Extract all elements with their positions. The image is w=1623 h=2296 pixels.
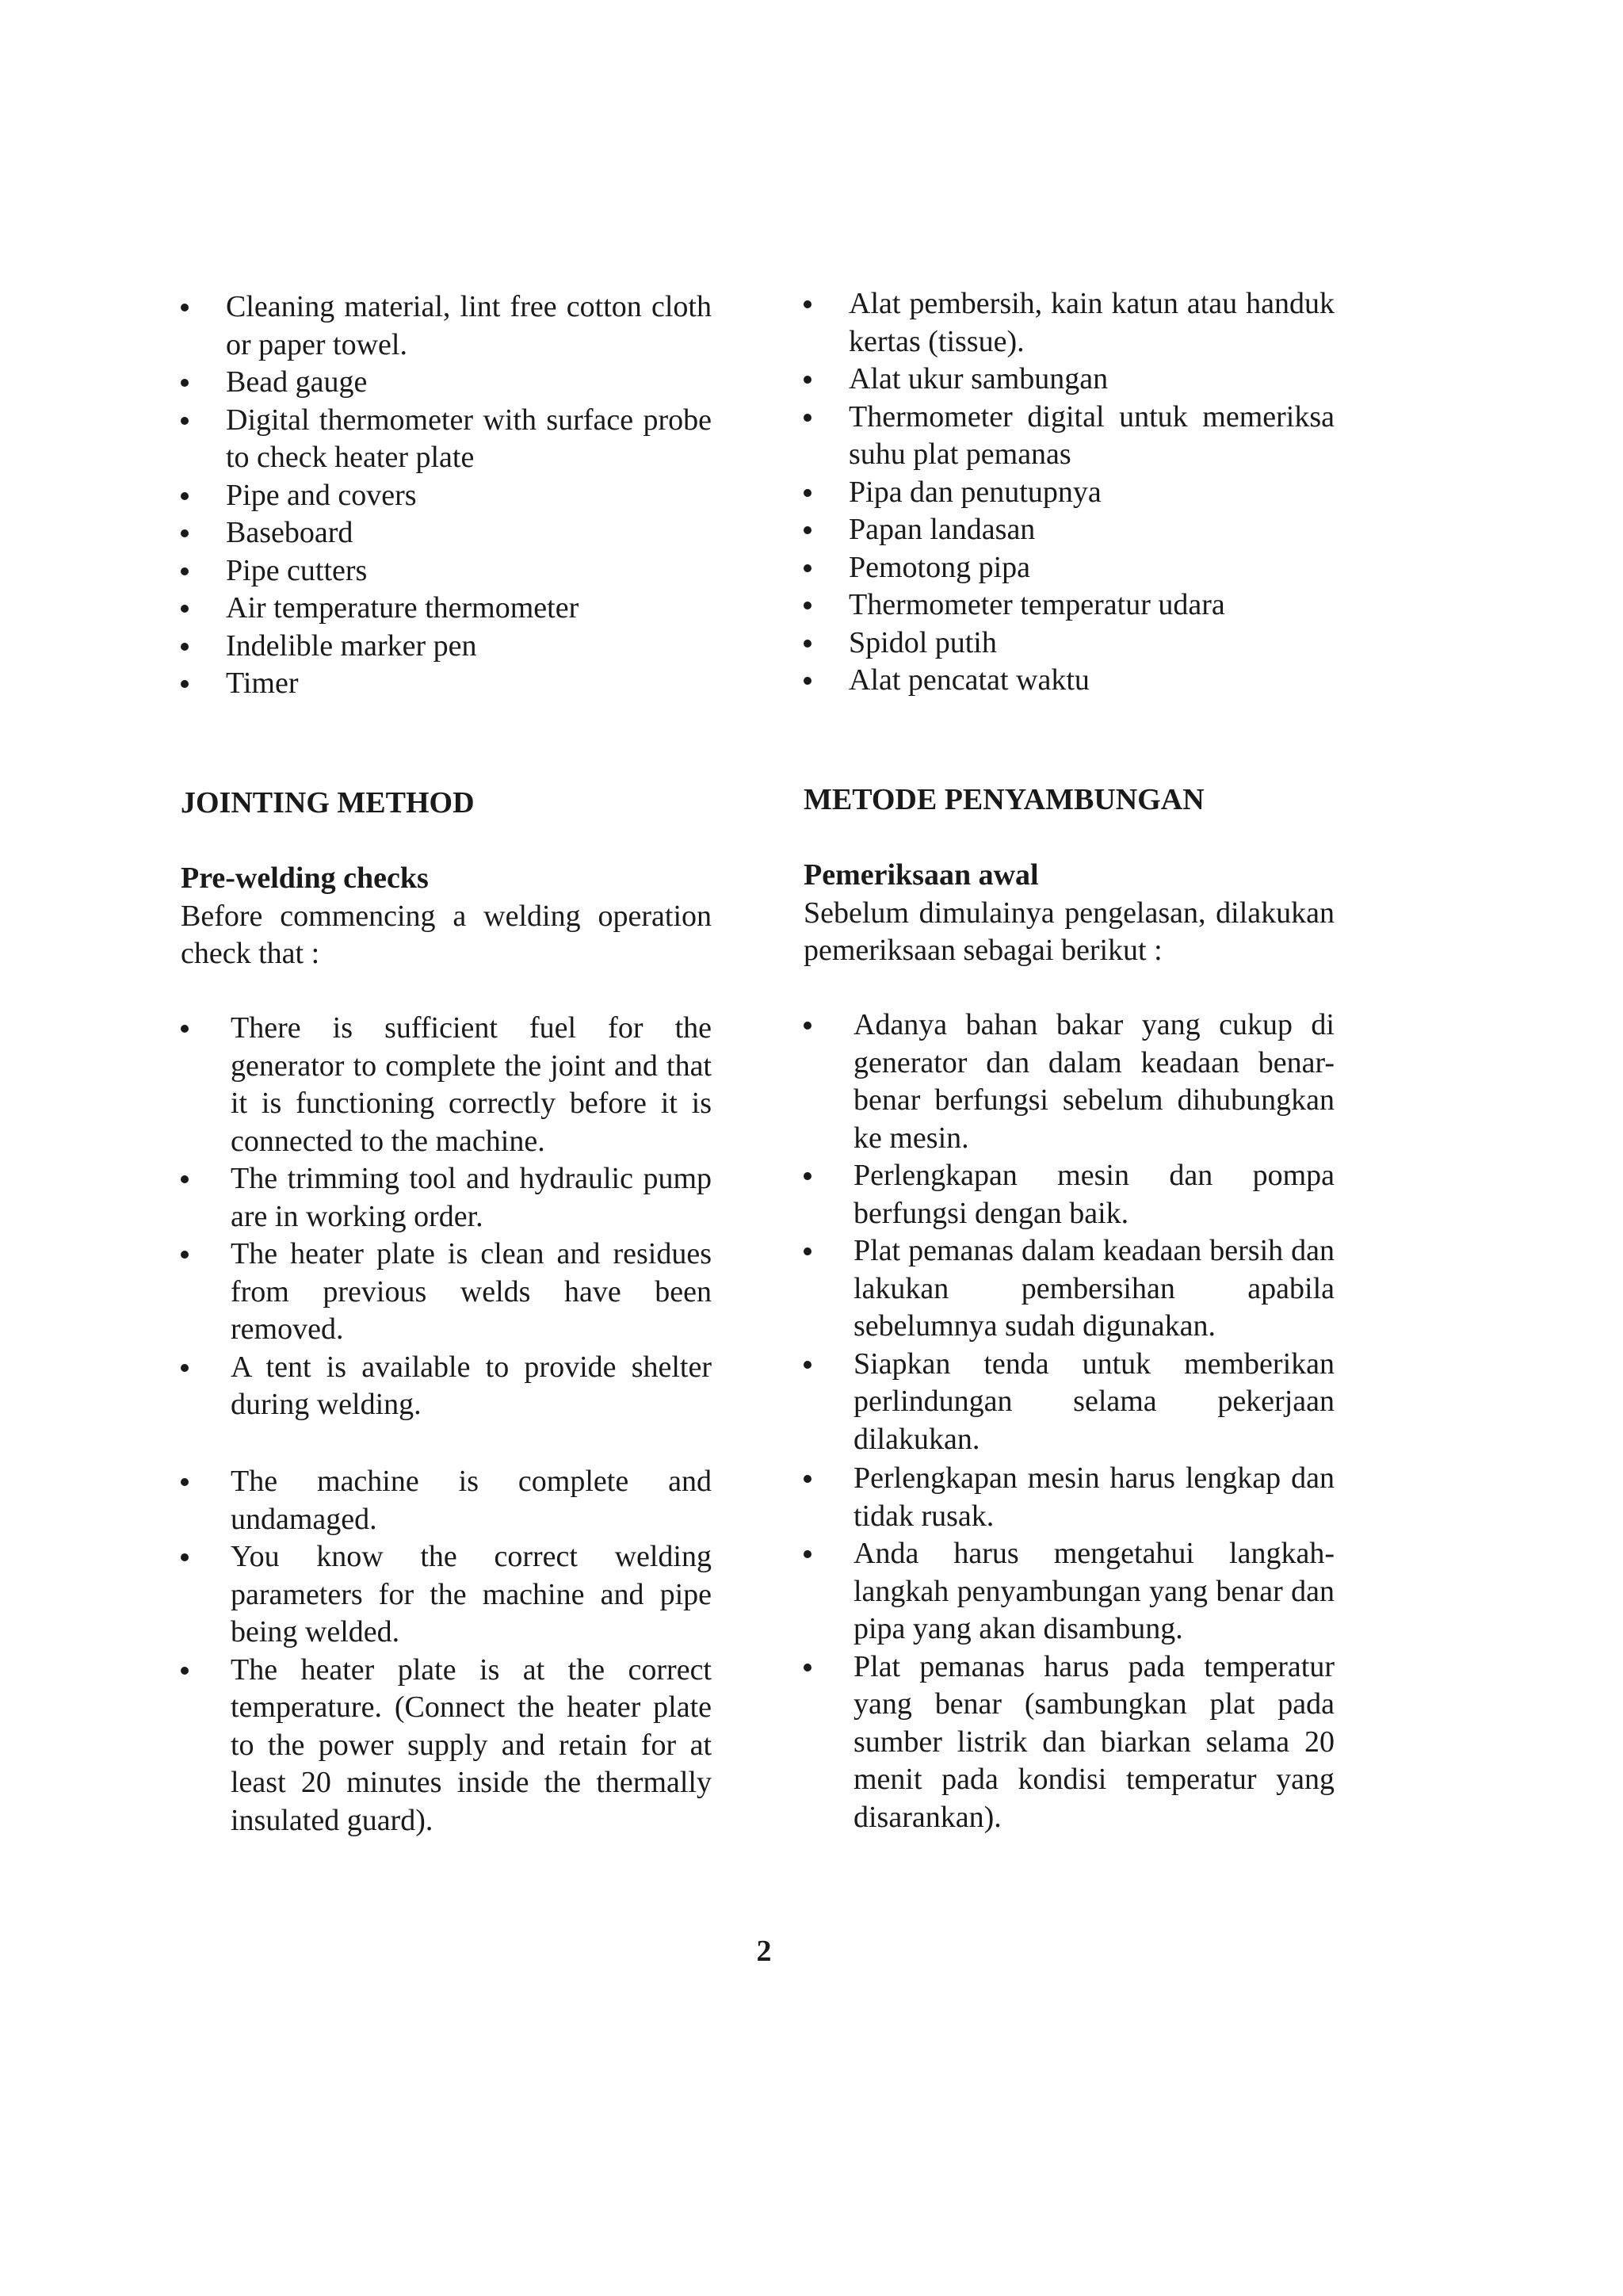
prewelding-intro-en bbox=[181, 860, 712, 973]
list-item: Indelible marker pen bbox=[181, 628, 712, 666]
list-item: Timer bbox=[181, 665, 712, 703]
list-item: Alat ukur sambungan bbox=[804, 361, 1335, 399]
list-item: Papan landasan bbox=[804, 511, 1335, 549]
subheading-id: Pemeriksaan awal bbox=[804, 858, 1039, 892]
checks-list-b-id bbox=[804, 1460, 1335, 1836]
list-item: The machine is complete and undamaged. bbox=[181, 1463, 712, 1538]
list-item: The heater plate is clean and residues from previous welds have been removed. bbox=[181, 1236, 712, 1349]
list-item: Pipe and covers bbox=[181, 477, 712, 515]
list-item: Siapkan tenda untuk memberikan perlindungan selama pekerjaan dilakukan. bbox=[804, 1346, 1335, 1459]
list-item: Perlengkapan mesin harus lengkap dan tidak rusak. bbox=[804, 1460, 1335, 1535]
list-item: Thermometer temperatur udara bbox=[804, 586, 1335, 625]
prewelding-intro-id bbox=[804, 857, 1335, 970]
list-item: Thermometer digital untuk memeriksa suhu plat pemanas bbox=[804, 399, 1335, 474]
list-item: Alat pencatat waktu bbox=[804, 662, 1335, 700]
list-item: Alat pembersih, kain katun atau handuk kertas (tissue). bbox=[804, 285, 1335, 361]
checks-list-b-en bbox=[181, 1463, 712, 1839]
list-item: You know the correct welding parameters for the machine and pipe being welded. bbox=[181, 1538, 712, 1652]
subheading-en: Pre-welding checks bbox=[181, 861, 429, 895]
list-item: Plat pemanas dalam keadaan bersih dan lakukan pembersihan apabila sebelumnya sudah digunakan. bbox=[804, 1232, 1335, 1346]
list-item: Spidol putih bbox=[804, 625, 1335, 663]
list-item: Pipe cutters bbox=[181, 552, 712, 590]
section-heading-id: METODE PENYAMBUNGAN bbox=[804, 783, 1205, 816]
checks-list-a-id bbox=[804, 1007, 1335, 1458]
list-item: Air temperature thermometer bbox=[181, 590, 712, 628]
list-item: Baseboard bbox=[181, 514, 712, 552]
equipment-list-id bbox=[804, 285, 1335, 700]
intro-paragraph-id: Sebelum dimulainya pengelasan, dilakukan pemeriksaan sebagai berikut : bbox=[804, 896, 1335, 967]
checks-list-a-en bbox=[181, 1010, 712, 1424]
list-item: Pipa dan penutupnya bbox=[804, 474, 1335, 512]
equipment-list-en bbox=[181, 288, 712, 703]
list-item: Plat pemanas harus pada temperatur yang benar (sambungkan plat pada sumber listrik dan biarkan selama 20 menit pada kondisi temperatur yang disarankan). bbox=[804, 1648, 1335, 1837]
section-heading-en: JOINTING METHOD bbox=[181, 786, 475, 819]
list-item: Bead gauge bbox=[181, 364, 712, 402]
list-item: Perlengkapan mesin dan pompa berfungsi dengan baik. bbox=[804, 1157, 1335, 1232]
list-item: Anda harus mengetahui langkah-langkah penyambungan yang benar dan pipa yang akan disambung. bbox=[804, 1535, 1335, 1648]
page-number: 2 bbox=[756, 1935, 772, 1968]
list-item: Adanya bahan bakar yang cukup di generator dan dalam keadaan benar-benar berfungsi sebelum dihubungkan ke mesin. bbox=[804, 1007, 1335, 1157]
list-item: The heater plate is at the correct temperature. (Connect the heater plate to the power supply and retain for at least 20 minutes inside the thermally insulated guard). bbox=[181, 1652, 712, 1840]
list-item: Pemotong pipa bbox=[804, 549, 1335, 587]
list-item: Cleaning material, lint free cotton cloth or paper towel. bbox=[181, 288, 712, 364]
list-item: The trimming tool and hydraulic pump are in working order. bbox=[181, 1160, 712, 1236]
list-item: A tent is available to provide shelter during welding. bbox=[181, 1349, 712, 1424]
list-item: Digital thermometer with surface probe to check heater plate bbox=[181, 402, 712, 477]
intro-paragraph-en: Before commencing a welding operation check that : bbox=[181, 899, 712, 970]
list-item: There is sufficient fuel for the generator to complete the joint and that it is functioning correctly before it is connected to the machine. bbox=[181, 1010, 712, 1160]
